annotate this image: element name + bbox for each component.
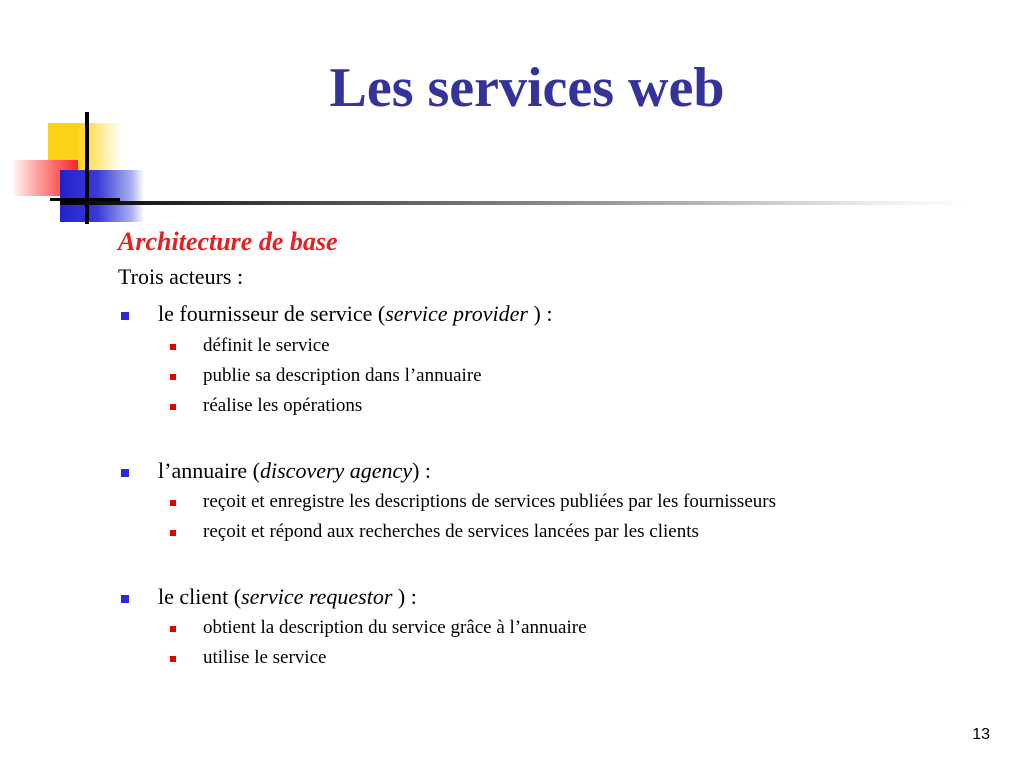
slide-title: Les services web	[329, 57, 725, 119]
sub-item	[203, 394, 362, 418]
page-number: 13	[972, 726, 990, 743]
bullet-square-icon	[121, 312, 129, 320]
actor-item-registry	[158, 457, 431, 485]
bullet-square-icon	[121, 469, 129, 477]
actor-term: service requestor	[241, 584, 393, 609]
bullet-square-icon	[170, 500, 176, 506]
actor-suffix: ) :	[528, 301, 553, 326]
actor-term: discovery agency	[260, 458, 413, 483]
sub-item-text: reçoit et répond aux recherches de services lancées par les clients	[203, 521, 699, 542]
bullet-square-icon	[121, 595, 129, 603]
sub-item	[203, 334, 330, 358]
sub-item-text: obtient la description du service grâce à l’annuaire	[203, 617, 587, 638]
bullet-square-icon	[170, 404, 176, 410]
section-heading: Architecture de base	[118, 227, 338, 256]
sub-item-text: publie sa description dans l’annuaire	[203, 365, 482, 386]
sub-item	[203, 490, 776, 514]
sub-item-text: utilise le service	[203, 647, 327, 668]
actor-suffix: ) :	[412, 458, 432, 483]
actor-prefix: le fournisseur de service (	[158, 301, 386, 326]
bullet-square-icon	[170, 530, 176, 536]
sub-item	[203, 616, 587, 640]
actor-prefix: le client (	[158, 584, 242, 609]
sub-item-text: reçoit et enregistre les descriptions de services publiées par les fournisseurs	[203, 491, 776, 512]
bullet-square-icon	[170, 656, 176, 662]
bullet-square-icon	[170, 344, 176, 350]
sub-item	[203, 364, 482, 388]
actor-prefix: l’annuaire (	[158, 458, 260, 483]
sub-item	[203, 646, 326, 670]
actor-suffix: ) :	[392, 584, 417, 609]
sub-item-text: définit le service	[203, 335, 330, 356]
intro-text: Trois acteurs :	[118, 264, 244, 289]
bullet-square-icon	[170, 626, 176, 632]
actor-item-provider	[158, 300, 552, 328]
actor-term: service provider	[385, 301, 528, 326]
sub-item	[203, 520, 699, 544]
actor-item-client	[158, 583, 417, 611]
sub-item-text: réalise les opérations	[203, 395, 363, 416]
bullet-square-icon	[170, 374, 176, 380]
